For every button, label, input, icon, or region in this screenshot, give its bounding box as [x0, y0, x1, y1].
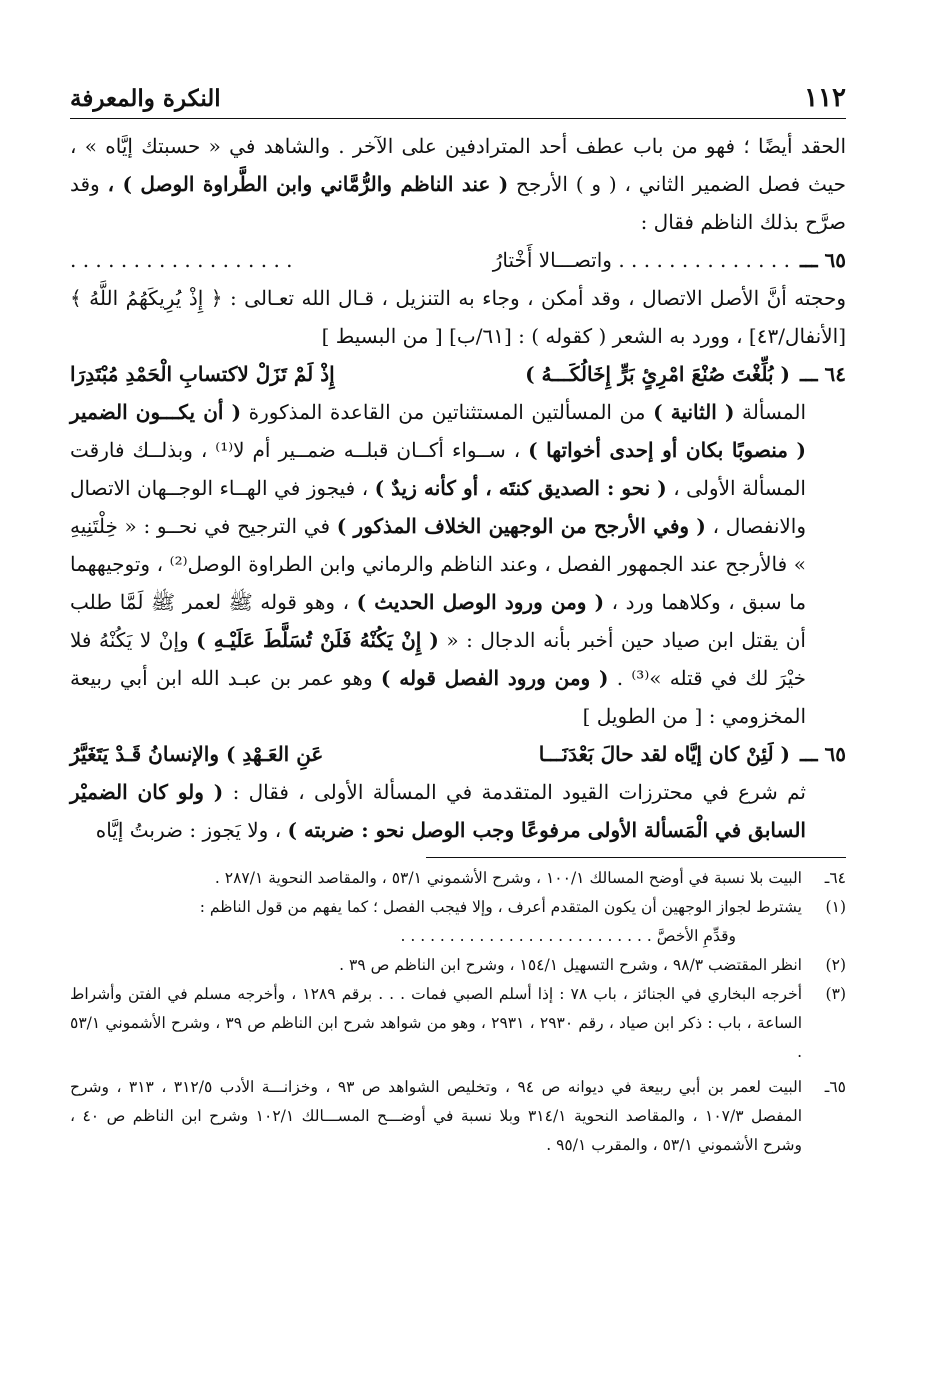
- bold-run: ( وفي الأرجح من الوجهين الخلاف المذكور ): [336, 514, 706, 538]
- page-title: النكرة والمعرفة: [70, 84, 221, 112]
- bold-run: ( عند الناظم والرُّمَّاني وابن الطَّراوة الوصل ) ،: [107, 172, 509, 196]
- paragraph-3: [70, 393, 846, 735]
- paragraph-2: وحجته أنَّ الأصل الاتصال ، وقد أمكن ، وجاء به التنزيل ، قـال الله تعـالى : ﴿ إِذْ يُرِيكَهُمُ اللَّهُ ﴾ [الأنفال/٤٣] ، وورد به الشعر ( كقوله ) : [٦١/ب] [ من البسيط ]: [70, 286, 846, 348]
- footnote-text: البيت بلا نسبة في أوضح المسالك ١٠٠/١ ، وشرح الأشموني ٥٣/١ ، والمقاصد النحوية ٢٨٧/١ .: [214, 869, 802, 887]
- paragraph-1: [70, 127, 846, 241]
- verse-hemistich-2: عَنِ العَـهْدِ ) والإنسانُ قَـدْ يَتَغَيَّرُ: [70, 742, 324, 766]
- verse-hemistich-1: ( بُلِّغْتَ صُنْعَ امْرِئٍ بَرٍّ إِخَالُكَـــهُ ): [525, 362, 790, 386]
- paragraph-4: [70, 773, 846, 849]
- footnote-number: (٣): [825, 985, 846, 1003]
- footnote-text: انظر المقتضب ٩٨/٣ ، وشرح التسهيل ١٥٤/١ ، وشرح ابن الناظم ص ٣٩ .: [339, 956, 802, 974]
- text-run: وقد صرَّح بذلك الناظم فقال :: [70, 172, 846, 234]
- verse-hemistich-2: إِذْ لَمْ تَزَلْ لاكتسابِ الْحَمْدِ مُبْتَدِرَا: [70, 362, 335, 386]
- footnote-text: البيت لعمر بن أبي ربيعة في ديوانه ص ٩٤ ، وتخليص الشواهد ص ٩٣ ، وخزانـــة الأدب ٣١٢/٥ ، ٣١٣ ، وشرح المفصل ١٠٧/٣ ، والمقاصد النحوية ٣١٤/١ وبلا نسبة في أوضـــح المســـالك ١٠٢/١ وشرح ابن الناظم ص ٤٠ ، وشرح الأشموني ٥٣/١ ، والمقرب ٩٥/١ .: [70, 1078, 803, 1154]
- bold-run: ( نحو : الصديق كنتَه ، أو كأنه زيدٌ ): [374, 476, 667, 500]
- footnote-65: [70, 1073, 846, 1160]
- text-run: المسألة: [742, 400, 806, 424]
- bold-run: ( أن يكـــون الضمير ( منصوبًا بكان أو إحدى أخواتها ): [70, 400, 807, 462]
- text-run: من المسألتين المستثناتين من القاعدة المذكورة: [248, 400, 646, 424]
- bold-run: ( ومن ورود الفصل قوله ): [380, 666, 609, 690]
- footnote-64: [70, 864, 846, 893]
- bold-run: ( ولو كان الضميْر السابق في الْمَسألة الأولى مرفوعًا وجب الوصل نحو : ضربته ): [70, 780, 806, 842]
- footnote-2: [70, 951, 846, 980]
- text-run: وإنْ لا يَكُنْهُ فلا خيْرَ لك في قتله »⁽³⁾ .: [70, 628, 807, 690]
- verse-number: ٦٥ ـــ: [799, 248, 846, 272]
- text-run: ، فيجوز في الهــاء الوجــهان الاتصال والانفصال ،: [70, 476, 807, 538]
- text-run: الحقد أيضًا ؛ فهو من باب عطف أحد المترادفين على الآخر . والشاهد في « حسبتك إيَّاه » ، حيث فصل الضمير الثاني ، ( و ) الأرجح: [70, 134, 847, 196]
- text-run: وهو عمر بن عبـد الله ابن أبي ربيعة المخزومي : [ من الطويل ]: [70, 666, 806, 728]
- main-text: [70, 127, 846, 849]
- page: [70, 78, 846, 1348]
- verse-number: ٦٤ ـــ: [799, 362, 846, 386]
- text-run: ثم شرع في محترزات القيود المتقدمة في المسألة الأولى ، فقال :: [232, 780, 806, 804]
- verse-64: [70, 355, 846, 393]
- footnote-number: ٦٥ـ: [824, 1078, 846, 1096]
- bold-run: ( الثانية ): [653, 400, 735, 424]
- footnote-1: [70, 893, 846, 922]
- bold-run: ( ومن ورود الوصل الحديث ): [356, 590, 605, 614]
- verse-number: ٦٥ ـــ: [799, 742, 846, 766]
- footnote-3: [70, 980, 846, 1067]
- verse-65-fragment: [70, 241, 846, 279]
- footnote-text: يشترط لجواز الوجهين أن يكون المتقدم أعرف ، وإلا فيجب الفصل ؛ كما يفهم من قول الناظم :: [199, 898, 802, 916]
- text-run: في الترجيح في نحــو : « خِلْتَنِيهِ » فالأرجح عند الجمهور الفصل ، وعند الناظم والرماني وابن الطراوة الوصل⁽²⁾ ، وتوجيههما ما سبق ، وكلاهما ورد ،: [70, 514, 807, 614]
- verse-hemistich-1: . . . . . . . . . . . . . . واتصـــالا أَخْتارُ: [492, 248, 790, 272]
- footnote-number: (٢): [825, 956, 846, 974]
- page-number: ١١٢: [804, 83, 846, 113]
- footnote-verse: وقدِّمِ الأخصَّ . . . . . . . . . . . . . . . . . . . . . . . . . .: [400, 927, 736, 945]
- footnote-text: أخرجه البخاري في الجنائز ، باب ٧٨ : إذا أسلم الصبي فمات . . . برقم ١٢٨٩ ، وأخرجه مسلم في الفتن وأشراط الساعة ، باب : ذكر ابن صياد ، رقم ٢٩٣٠ ، ٢٩٣١ ، وهو من شواهد شرح ابن الناظم ص ٣٩ ، وشرح الأشموني ٥٣/١ .: [70, 985, 803, 1061]
- verse-hemistich-2: . . . . . . . . . . . . . . . . . .: [70, 248, 293, 272]
- text-run: ، ولا يَجوز : ضربتُ إيَّاه: [95, 818, 282, 842]
- footnotes: [70, 864, 846, 1160]
- verse-hemistich-1: ( لَئِنْ كان إيَّاه لقد حالَ بَعْدَنَـــا: [538, 742, 790, 766]
- footnote-number: ٦٤ـ: [824, 869, 846, 887]
- verse-65: [70, 735, 846, 773]
- footnote-number: (١): [825, 898, 846, 916]
- footnote-separator: [426, 857, 846, 858]
- text-run: ، ســواء أكــان قبلــه ضمــير أم لا⁽¹⁾ ، وبذلــك فارقت المسألة الأولى ،: [70, 438, 806, 500]
- page-header: [70, 78, 846, 119]
- bold-run: ( إِنْ يَكُنْهُ فَلَنْ تُسَلَّطَ عَلَيْـهِ ): [196, 628, 439, 652]
- text-run: ، وهو قوله ﷺ لعمر ﷺ لَمَّا طلب أن يقتل ابن صياد حين أخبر بأنه الدجال : «: [70, 590, 806, 652]
